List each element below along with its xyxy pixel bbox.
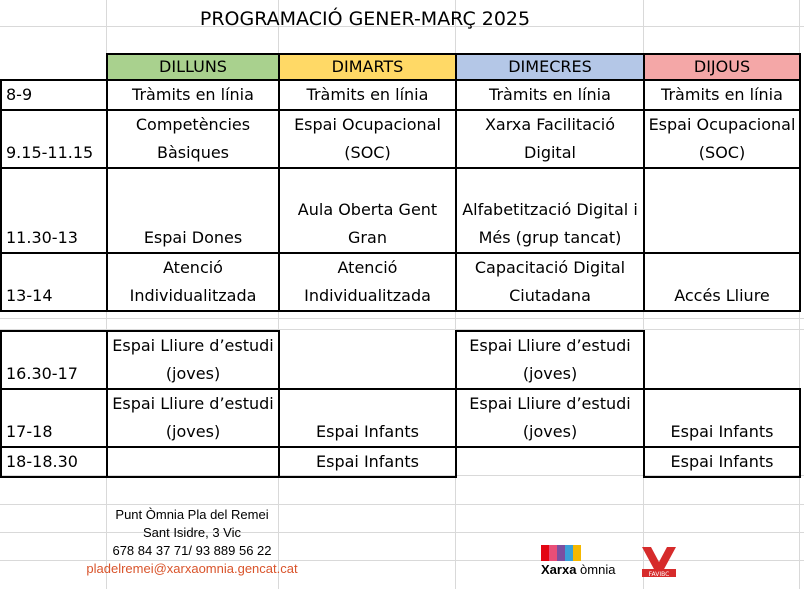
footer-phone: 678 84 37 71/ 93 889 56 22 (112, 543, 272, 558)
activity-cell (107, 389, 279, 447)
activity-cell (107, 110, 279, 168)
activity-cell (456, 331, 644, 389)
xarxa-logo-text (541, 562, 615, 577)
activity-cell (279, 253, 456, 311)
activity-cell (644, 80, 800, 110)
contact-footer (62, 506, 322, 578)
activity-cell (644, 110, 800, 168)
activity-cell (644, 447, 800, 477)
schedule-table (0, 53, 801, 478)
activity-line: Espai Lliure d’estudi (112, 336, 274, 355)
activity-line: Competències (135, 115, 251, 134)
activity-line: Espai Lliure d’estudi (469, 394, 631, 413)
activity-line: Espai Infants (670, 422, 774, 441)
logo-square (549, 545, 557, 561)
activity-line: (joves) (165, 364, 221, 383)
activity-line: Alfabetització Digital i (462, 200, 638, 219)
activity-line: Atenció (337, 258, 398, 277)
empty-cell (279, 331, 456, 389)
activity-line: Ciutadana (509, 286, 591, 305)
empty-cell (644, 331, 800, 389)
favibc-text: FAVIBC (648, 571, 670, 577)
day-header-dimarts: DIMARTS (279, 54, 456, 80)
time-cell: 11.30-13 (1, 168, 107, 253)
time-cell: 9.15-11.15 (1, 110, 107, 168)
activity-cell (107, 253, 279, 311)
activity-line: Espai Lliure d’estudi (469, 336, 631, 355)
activity-cell (456, 110, 644, 168)
activity-line: Espai Infants (316, 452, 419, 471)
corner-cell (1, 54, 107, 80)
activity-cell (107, 168, 279, 253)
xarxa-logo-light: òmnia (580, 562, 616, 577)
favibc-mark (642, 547, 676, 571)
xarxa-logo-color-squares (541, 545, 615, 561)
activity-line: (joves) (522, 364, 578, 383)
activity-line: Digital (524, 143, 576, 162)
logo-square (541, 545, 549, 561)
empty-cell (456, 447, 644, 477)
activity-line: Espai Ocupacional (294, 115, 441, 134)
activity-cell (107, 80, 279, 110)
footer-email: pladelremei@xarxaomnia.gencat.cat (86, 561, 298, 576)
time-cell: 17-18 (1, 389, 107, 447)
activity-cell (279, 110, 456, 168)
table-row (1, 253, 800, 311)
activity-cell (456, 80, 644, 110)
activity-line: Espai Infants (670, 452, 774, 471)
activity-line: (joves) (522, 422, 578, 441)
activity-cell (107, 331, 279, 389)
activity-line: Tràmits en línia (489, 85, 611, 104)
logo-square (565, 545, 573, 561)
activity-line: Espai Ocupacional (648, 115, 796, 134)
activity-line: Accés Lliure (674, 286, 770, 305)
activity-line: Tràmits en línia (306, 85, 429, 104)
table-row (1, 447, 800, 477)
day-header-dijous: DIJOUS (644, 54, 800, 80)
xarxa-omnia-logo (541, 545, 615, 577)
time-cell: 8-9 (1, 80, 107, 110)
page-title: PROGRAMACIÓ GENER-MARÇ 2025 (199, 8, 531, 30)
activity-line: Espai Lliure d’estudi (112, 394, 274, 413)
spacer-row (1, 311, 800, 331)
activity-line: Més (grup tancat) (478, 228, 622, 247)
activity-cell (279, 447, 456, 477)
activity-line: (SOC) (344, 143, 391, 162)
favibc-logo (640, 545, 678, 577)
activity-cell (279, 80, 456, 110)
activity-line: Aula Oberta Gent (297, 200, 438, 219)
activity-cell (456, 253, 644, 311)
time-cell: 16.30-17 (1, 331, 107, 389)
activity-line: Bàsiques (156, 143, 230, 162)
activity-line: Tràmits en línia (132, 85, 254, 104)
activity-cell (107, 447, 279, 477)
footer-name: Punt Òmnia Pla del Remei (115, 507, 269, 522)
table-row (1, 110, 800, 168)
activity-cell (279, 389, 456, 447)
table-row (1, 168, 800, 253)
table-row (1, 331, 800, 389)
table-row (1, 389, 800, 447)
activity-line: Espai Dones (143, 228, 243, 247)
activity-line: Individualitzada (304, 286, 431, 305)
activity-line: Gran (348, 228, 387, 247)
table-row (1, 80, 800, 110)
activity-cell (644, 389, 800, 447)
xarxa-logo-bold: Xarxa (541, 562, 577, 577)
time-cell: 13-14 (1, 253, 107, 311)
activity-line: (SOC) (698, 143, 746, 162)
activity-line: Atenció (163, 258, 223, 277)
activity-cell (456, 389, 644, 447)
day-header-dimecres: DIMECRES (456, 54, 644, 80)
activity-cell (456, 168, 644, 253)
logo-square (557, 545, 565, 561)
header-row (1, 54, 800, 80)
activity-line: Tràmits en línia (661, 85, 783, 104)
activity-cell (644, 253, 800, 311)
logo-square (573, 545, 581, 561)
footer-address: Sant Isidre, 3 Vic (142, 525, 242, 540)
time-cell: 18-18.30 (1, 447, 107, 477)
activity-cell (279, 168, 456, 253)
activity-cell (644, 168, 800, 253)
activity-line: (joves) (165, 422, 221, 441)
activity-line: Xarxa Facilitació (484, 115, 616, 134)
day-header-dilluns: DILLUNS (107, 54, 279, 80)
activity-line: Individualitzada (129, 286, 257, 305)
activity-line: Capacitació Digital (474, 258, 626, 277)
activity-line: Espai Infants (316, 422, 419, 441)
